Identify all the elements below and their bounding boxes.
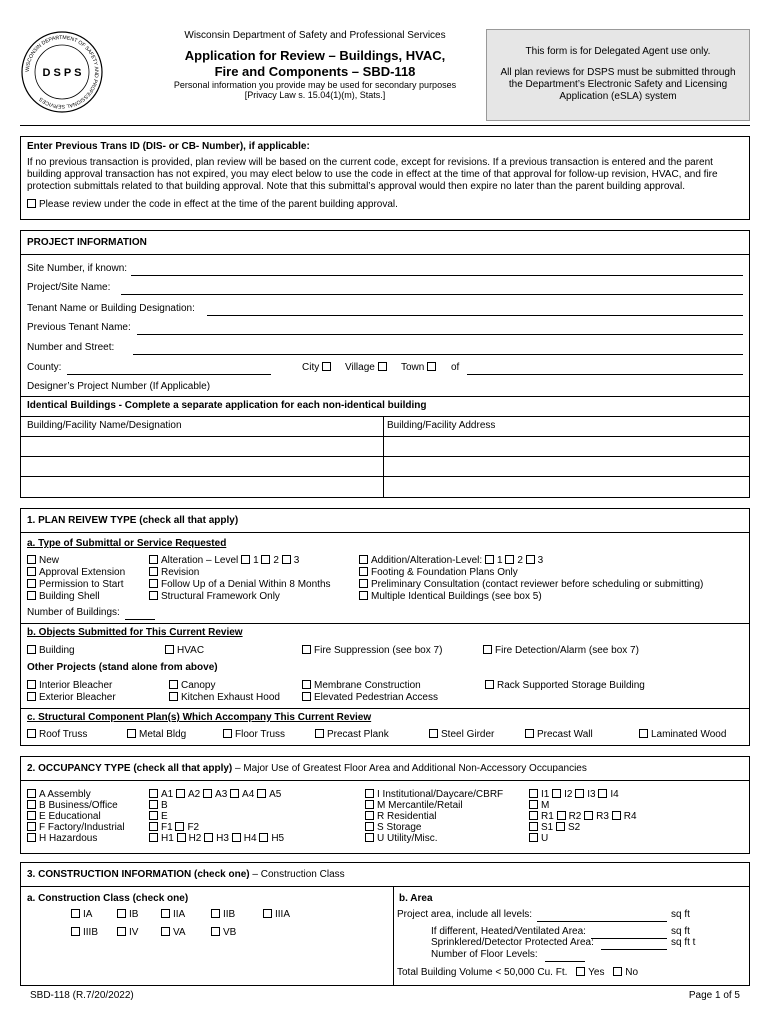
occ-h4-checkbox[interactable]: [232, 833, 241, 842]
occ-f2-label: F2: [187, 822, 200, 833]
svg-text:WISCONSIN DEPARTMENT OF SAFETY: WISCONSIN DEPARTMENT OF SAFETY AND PROFESSIONAL SERVICES: [24, 34, 100, 110]
laminated-wood-checkbox[interactable]: [639, 729, 648, 738]
occ-i4-checkbox[interactable]: [598, 789, 607, 798]
new-checkbox[interactable]: [27, 555, 36, 564]
exterior-bleacher-option[interactable]: [27, 692, 116, 704]
occ-f2-checkbox[interactable]: [175, 822, 184, 831]
hvac-checkbox[interactable]: [165, 645, 174, 654]
precast-plank-option[interactable]: [315, 729, 389, 741]
trans-para1: If no previous transaction is provided, plan review will be based on the current code, except for revisions. If a previous transaction is entered and the parent: [27, 157, 713, 168]
notice-line1: This form is for Delegated Agent use only.: [525, 46, 711, 57]
precast-plank-checkbox[interactable]: [315, 729, 324, 738]
class-va-option[interactable]: [161, 927, 186, 939]
project-name-field[interactable]: [121, 294, 743, 295]
plan-c-title-text: c. Structural Component Plan(s) Which Accompany This Current Review: [27, 712, 372, 723]
occ-a4-checkbox[interactable]: [230, 789, 239, 798]
permission-start-option[interactable]: [27, 579, 123, 591]
prelim-label: Preliminary Consultation (contact reviewer before scheduling or submitting): [371, 579, 704, 590]
steel-girder-checkbox[interactable]: [429, 729, 438, 738]
designer-label: Designer’s Project Number (If Applicable): [27, 381, 211, 392]
fire-suppression-option[interactable]: [302, 645, 442, 657]
form-id: SBD-118 (R.7/20/2022): [30, 990, 134, 1001]
multiple-option[interactable]: [359, 591, 542, 603]
floor-truss-option[interactable]: [223, 729, 285, 741]
occ-a2-label: A2: [188, 789, 201, 800]
class-vb-label: VB: [223, 927, 237, 938]
follow-up-option[interactable]: [149, 579, 331, 591]
roof-truss-label: Roof Truss: [39, 729, 88, 740]
street-field[interactable]: [133, 354, 743, 355]
occ-a4-label: A4: [242, 789, 255, 800]
occ-f1-checkbox[interactable]: [149, 822, 158, 831]
volume-no-checkbox[interactable]: [613, 967, 622, 976]
footing-label: Footing & Foundation Plans Only: [371, 567, 518, 578]
floor-truss-label: Floor Truss: [235, 729, 286, 740]
site-number-field[interactable]: [131, 275, 743, 276]
occ-storage-checkbox[interactable]: [365, 822, 374, 831]
county-label: County:: [27, 362, 62, 373]
exterior-bleacher-checkbox[interactable]: [27, 692, 36, 701]
notice-line4: Application (eSLA) system: [559, 91, 677, 102]
sprinklered-area-label: Sprinklered/Detector Protected Area:: [431, 937, 594, 948]
occ-i1-checkbox[interactable]: [529, 789, 538, 798]
metal-bldg-checkbox[interactable]: [127, 729, 136, 738]
occ-residential-checkbox[interactable]: [365, 811, 374, 820]
class-iia-option[interactable]: [161, 909, 185, 921]
area-title: b. Area: [399, 893, 433, 904]
occ-r4-label: R4: [623, 811, 637, 822]
occ-educational-label: E Educational: [39, 811, 101, 822]
metal-bldg-option[interactable]: [127, 729, 186, 741]
plan-c-title: [27, 712, 371, 724]
occ-institutional-checkbox[interactable]: [365, 789, 374, 798]
elevated-checkbox[interactable]: [302, 692, 311, 701]
structural-framework-checkbox[interactable]: [149, 591, 158, 600]
alt-level3-checkbox[interactable]: [282, 555, 291, 564]
project-info-section: [20, 230, 750, 498]
parent-code-label: Please review under the code in effect at the time of the parent building approval.: [39, 199, 398, 210]
svg-text:D S P S: D S P S: [42, 67, 82, 79]
alt-level3-label: 3: [293, 555, 300, 566]
prev-tenant-label: Previous Tenant Name:: [27, 322, 131, 333]
class-ia-label: IA: [83, 909, 93, 920]
identical-heading: Identical Buildings - Complete a separate application for each non-identical building: [27, 400, 427, 411]
volume-label: [397, 967, 638, 979]
approval-extension-label: Approval Extension: [39, 567, 126, 578]
interior-bleacher-checkbox[interactable]: [27, 680, 36, 689]
building-label: Building: [39, 645, 75, 656]
occ-hazardous-option[interactable]: [27, 833, 97, 845]
site-number-label: Site Number, if known:: [27, 263, 128, 274]
occupancy-heading: [27, 763, 587, 775]
laminated-wood-option[interactable]: [639, 729, 726, 741]
project-name-label: Project/Site Name:: [27, 282, 111, 293]
occupancy-heading-bold: 2. OCCUPANCY TYPE (check all that apply): [27, 763, 233, 774]
canopy-checkbox[interactable]: [169, 680, 178, 689]
construction-section: [20, 862, 750, 986]
county-field[interactable]: [67, 374, 271, 375]
volume-yes-checkbox[interactable]: [576, 967, 585, 976]
new-label: New: [39, 555, 60, 566]
building-shell-checkbox[interactable]: [27, 591, 36, 600]
occ-i3-label: I3: [587, 789, 596, 800]
heated-area-field[interactable]: [591, 938, 667, 939]
class-iiib-option[interactable]: [71, 927, 98, 939]
project-heading: PROJECT INFORMATION: [27, 237, 147, 248]
occ-h3-checkbox[interactable]: [204, 833, 213, 842]
follow-up-checkbox[interactable]: [149, 579, 158, 588]
class-iia-label: IIA: [173, 909, 186, 920]
occ-r3-checkbox[interactable]: [584, 811, 593, 820]
addition-label: Addition/Alteration-Level:: [371, 555, 483, 566]
tenant-field[interactable]: [207, 315, 743, 316]
occ-utility-option[interactable]: [365, 833, 438, 845]
village-option[interactable]: [345, 362, 390, 374]
occ-b-label: B: [161, 800, 168, 811]
roof-truss-option[interactable]: [27, 729, 87, 741]
occ-s1-checkbox[interactable]: [529, 822, 538, 831]
footing-option[interactable]: [359, 567, 518, 579]
occ-m-checkbox[interactable]: [529, 800, 538, 809]
form-title-line2: Fire and Components – SBD-118: [214, 64, 416, 79]
permission-start-label: Permission to Start: [39, 579, 124, 590]
notice-line3: the Department’s Electronic Safety and Licensing: [508, 79, 728, 90]
occ-mercantile-label: M Mercantile/Retail: [377, 800, 463, 811]
form-title-line1: Application for Review – Buildings, HVAC,: [184, 48, 446, 63]
interior-bleacher-label: Interior Bleacher: [39, 680, 113, 691]
street-label: Number and Street:: [27, 342, 115, 353]
trans-para2: building approval transaction has not expired, you may elect below to use the code in effect at the time of that approval for follow-up revision, HVAC, and fire: [27, 169, 718, 180]
class-iiia-label: IIIA: [275, 909, 291, 920]
building-shell-label: Building Shell: [39, 591, 100, 602]
occ-r1-checkbox[interactable]: [529, 811, 538, 820]
class-va-checkbox[interactable]: [161, 927, 170, 936]
prelim-option[interactable]: [359, 579, 703, 591]
occ-utility-label: U Utility/Misc.: [377, 833, 438, 844]
trans-para3: protection submittals related to that building approval. Note that this submittal’s approval would then expire no later than the parent building approval.: [27, 181, 685, 192]
occ-h1-checkbox[interactable]: [149, 833, 158, 842]
occ-a-subtypes: [149, 789, 281, 801]
volume-no-label: No: [625, 967, 639, 978]
project-area-field[interactable]: [537, 921, 667, 922]
permission-start-checkbox[interactable]: [27, 579, 36, 588]
privacy-line2: [Privacy Law s. 15.04(1)(m), Stats.]: [244, 90, 386, 100]
addition-checkbox[interactable]: [359, 555, 368, 564]
occ-assembly-label: A Assembly: [39, 789, 91, 800]
fire-suppression-checkbox[interactable]: [302, 645, 311, 654]
alt-level2-label: 2: [273, 555, 279, 566]
volume-yes-label: Yes: [588, 967, 605, 978]
occ-e-checkbox[interactable]: [149, 811, 158, 820]
class-ib-checkbox[interactable]: [117, 909, 126, 918]
new-option[interactable]: [27, 555, 59, 567]
add-level3-checkbox[interactable]: [526, 555, 535, 564]
class-iiia-checkbox[interactable]: [263, 909, 272, 918]
occ-a1-checkbox[interactable]: [149, 789, 158, 798]
revision-checkbox[interactable]: [149, 567, 158, 576]
approval-extension-option[interactable]: [27, 567, 125, 579]
prelim-checkbox[interactable]: [359, 579, 368, 588]
occ-storage-label: S Storage: [377, 822, 422, 833]
add-level1-label: 1: [496, 555, 503, 566]
plan-review-section: [20, 508, 750, 746]
project-area-unit: sq ft: [671, 909, 690, 920]
occ-a1-label: A1: [161, 789, 174, 800]
class-iv-option[interactable]: [117, 927, 138, 939]
occ-f1-label: F1: [161, 822, 173, 833]
occ-a5-label: A5: [269, 789, 282, 800]
plan-a-title: [27, 538, 226, 550]
occ-a2-checkbox[interactable]: [176, 789, 185, 798]
town-checkbox[interactable]: [427, 362, 436, 371]
class-iib-checkbox[interactable]: [211, 909, 220, 918]
class-vb-option[interactable]: [211, 927, 236, 939]
alt-level2-checkbox[interactable]: [261, 555, 270, 564]
occ-mercantile-checkbox[interactable]: [365, 800, 374, 809]
occ-r1-label: R1: [541, 811, 554, 822]
building-shell-option[interactable]: [27, 591, 100, 603]
occ-s1-label: S1: [541, 822, 554, 833]
occ-r2-label: R2: [568, 811, 582, 822]
occ-utility-checkbox[interactable]: [365, 833, 374, 842]
col-building-address: Building/Facility Address: [387, 420, 496, 431]
floors-field[interactable]: [545, 961, 585, 962]
rack-checkbox[interactable]: [485, 680, 494, 689]
city-option[interactable]: [302, 362, 334, 374]
class-iiib-label: IIIB: [83, 927, 99, 938]
agency-name: Wisconsin Department of Safety and Professional Services: [184, 30, 446, 41]
occ-business-label: B Business/Office: [39, 800, 118, 811]
notice-line2: All plan reviews for DSPS must be submitted through: [500, 67, 736, 78]
town-label: Town: [401, 362, 425, 373]
occ-i3-checkbox[interactable]: [575, 789, 584, 798]
follow-up-label: Follow Up of a Denial Within 8 Months: [161, 579, 331, 590]
membrane-checkbox[interactable]: [302, 680, 311, 689]
multiple-checkbox[interactable]: [359, 591, 368, 600]
num-buildings-field[interactable]: [125, 619, 155, 620]
precast-wall-option[interactable]: [525, 729, 593, 741]
occ-residential-label: R Residential: [377, 811, 437, 822]
alteration-label: Alteration – Level: [161, 555, 239, 566]
project-area-label: Project area, include all levels:: [397, 909, 533, 920]
hvac-option[interactable]: [165, 645, 204, 657]
structural-framework-option[interactable]: [149, 591, 280, 603]
precast-plank-label: Precast Plank: [327, 729, 389, 740]
class-iv-checkbox[interactable]: [117, 927, 126, 936]
num-buildings-label: Number of Buildings:: [27, 607, 120, 618]
revision-option[interactable]: [149, 567, 199, 579]
footing-checkbox[interactable]: [359, 567, 368, 576]
tenant-label: Tenant Name or Building Designation:: [27, 303, 195, 314]
add-level2-checkbox[interactable]: [505, 555, 514, 564]
occ-factory-checkbox[interactable]: [27, 822, 36, 831]
occ-h2-checkbox[interactable]: [177, 833, 186, 842]
occ-hazardous-checkbox[interactable]: [27, 833, 36, 842]
plan-b-title: [27, 627, 243, 639]
city-label: City: [302, 362, 320, 373]
class-iia-checkbox[interactable]: [161, 909, 170, 918]
metal-bldg-label: Metal Bldg: [139, 729, 187, 740]
building-checkbox[interactable]: [27, 645, 36, 654]
fire-detection-checkbox[interactable]: [483, 645, 492, 654]
steel-girder-option[interactable]: [429, 729, 494, 741]
occ-hazardous-label: H Hazardous: [39, 833, 98, 844]
heated-area-label: If different, Heated/Ventilated Area:: [431, 926, 586, 937]
delegated-agent-notice: [486, 29, 750, 121]
precast-wall-checkbox[interactable]: [525, 729, 534, 738]
prev-tenant-field[interactable]: [137, 334, 743, 335]
alt-level1-checkbox[interactable]: [241, 555, 250, 564]
add-level1-checkbox[interactable]: [485, 555, 494, 564]
roof-truss-checkbox[interactable]: [27, 729, 36, 738]
town-option[interactable]: [401, 362, 439, 374]
occ-factory-label: F Factory/Industrial: [39, 822, 125, 833]
heated-area-unit: sq ft: [671, 926, 690, 937]
occ-h4-label: H4: [243, 833, 257, 844]
floor-truss-checkbox[interactable]: [223, 729, 232, 738]
city-checkbox[interactable]: [322, 362, 331, 371]
occ-h1-label: H1: [161, 833, 174, 844]
occ-i4-label: I4: [610, 789, 619, 800]
municipality-field[interactable]: [467, 374, 743, 375]
rack-option[interactable]: [485, 680, 645, 692]
floors-label: Number of Floor Levels:: [431, 949, 538, 960]
occ-h-subtypes: [149, 833, 284, 845]
village-checkbox[interactable]: [378, 362, 387, 371]
occ-a3-checkbox[interactable]: [203, 789, 212, 798]
kitchen-hood-option[interactable]: [169, 692, 280, 704]
class-iib-option[interactable]: [211, 909, 235, 921]
plan-heading: 1. PLAN REIVEW TYPE (check all that apply): [27, 515, 239, 526]
membrane-label: Membrane Construction: [314, 680, 421, 691]
occ-e-label: E: [161, 811, 168, 822]
approval-extension-checkbox[interactable]: [27, 567, 36, 576]
occ-business-checkbox[interactable]: [27, 800, 36, 809]
construction-heading-rest: – Construction Class: [249, 869, 345, 880]
parent-code-checkbox[interactable]: [27, 199, 36, 208]
of-label: of: [451, 362, 460, 373]
structural-framework-label: Structural Framework Only: [161, 591, 280, 602]
class-ia-checkbox[interactable]: [71, 909, 80, 918]
class-vb-checkbox[interactable]: [211, 927, 220, 936]
multiple-label: Multiple Identical Buildings (see box 5): [371, 591, 542, 602]
construction-heading-bold: 3. CONSTRUCTION INFORMATION (check one): [27, 869, 250, 880]
occ-i2-label: I2: [564, 789, 573, 800]
fire-suppression-label: Fire Suppression (see box 7): [314, 645, 443, 656]
add-level3-label: 3: [537, 555, 544, 566]
steel-girder-label: Steel Girder: [441, 729, 495, 740]
laminated-wood-label: Laminated Wood: [651, 729, 727, 740]
fire-detection-option[interactable]: [483, 645, 639, 657]
class-va-label: VA: [173, 927, 186, 938]
occ-a5-checkbox[interactable]: [257, 789, 266, 798]
privacy-line1: Personal information you provide may be used for secondary purposes: [173, 80, 457, 90]
add-level2-label: 2: [517, 555, 523, 566]
col-building-name: Building/Facility Name/Designation: [27, 420, 182, 431]
occ-r3-label: R3: [596, 811, 609, 822]
occ-h5-label: H5: [271, 833, 285, 844]
class-iiib-checkbox[interactable]: [71, 927, 80, 936]
occ-h5-checkbox[interactable]: [259, 833, 268, 842]
class-ib-option[interactable]: [117, 909, 138, 921]
occ-a3-label: A3: [215, 789, 228, 800]
occ-u-checkbox[interactable]: [529, 833, 538, 842]
dsps-seal-logo: [20, 30, 104, 114]
page-number: Page 1 of 5: [688, 990, 740, 1001]
class-iiia-option[interactable]: [263, 909, 290, 921]
occ-r2-checkbox[interactable]: [557, 811, 566, 820]
elevated-option[interactable]: [302, 692, 438, 704]
occ-i2-checkbox[interactable]: [552, 789, 561, 798]
alteration-checkbox[interactable]: [149, 555, 158, 564]
volume-text: Total Building Volume < 50,000 Cu. Ft.: [397, 967, 568, 978]
building-option[interactable]: [27, 645, 75, 657]
occupancy-section: [20, 756, 750, 854]
construction-a-title: a. Construction Class (check one): [27, 893, 189, 904]
occ-r4-checkbox[interactable]: [612, 811, 621, 820]
class-ia-option[interactable]: [71, 909, 92, 921]
class-iib-label: IIB: [223, 909, 236, 920]
class-ib-label: IB: [129, 909, 139, 920]
occ-h3-label: H3: [216, 833, 229, 844]
alt-level1-label: 1: [253, 555, 259, 566]
sprinklered-area-unit: sq ft t: [671, 937, 696, 948]
revision-label: Revision: [161, 567, 200, 578]
class-iv-label: IV: [129, 927, 139, 938]
canopy-option[interactable]: [169, 680, 215, 692]
occ-s2-label: S2: [568, 822, 581, 833]
occ-s2-checkbox[interactable]: [556, 822, 565, 831]
elevated-label: Elevated Pedestrian Access: [314, 692, 438, 703]
interior-bleacher-option[interactable]: [27, 680, 112, 692]
occupancy-heading-rest: – Major Use of Greatest Floor Area and Additional Non-Accessory Occupancies: [232, 763, 587, 774]
trans-id-section: [20, 136, 750, 220]
occ-institutional-label: I Institutional/Daycare/CBRF: [377, 789, 504, 800]
plan-b-title-text: b. Objects Submitted for This Current Review: [27, 627, 243, 638]
trans-id-heading: Enter Previous Trans ID (DIS- or CB- Number), if applicable:: [27, 141, 310, 152]
precast-wall-label: Precast Wall: [537, 729, 593, 740]
occ-h2-label: H2: [188, 833, 202, 844]
occ-educational-checkbox[interactable]: [27, 811, 36, 820]
kitchen-hood-label: Kitchen Exhaust Hood: [181, 692, 280, 703]
fire-detection-label: Fire Detection/Alarm (see box 7): [495, 645, 639, 656]
kitchen-hood-checkbox[interactable]: [169, 692, 178, 701]
addition-option[interactable]: [359, 555, 543, 567]
occ-m-label: M: [541, 800, 550, 811]
plan-a-title-text: a. Type of Submittal or Service Requested: [27, 538, 227, 549]
parent-code-option[interactable]: [27, 199, 398, 211]
canopy-label: Canopy: [181, 680, 216, 691]
occ-b-checkbox[interactable]: [149, 800, 158, 809]
other-projects-title: Other Projects (stand alone from above): [27, 662, 218, 673]
occ-i1-label: I1: [541, 789, 550, 800]
village-label: Village: [345, 362, 375, 373]
hvac-label: HVAC: [177, 645, 205, 656]
exterior-bleacher-label: Exterior Bleacher: [39, 692, 116, 703]
occ-assembly-checkbox[interactable]: [27, 789, 36, 798]
alteration-option[interactable]: [149, 555, 299, 567]
occ-u-label: U: [541, 833, 549, 844]
membrane-option[interactable]: [302, 680, 421, 692]
occ-u-subtypes: [529, 833, 548, 845]
rack-label: Rack Supported Storage Building: [497, 680, 645, 691]
construction-heading: [27, 869, 345, 881]
sprinklered-area-field[interactable]: [601, 949, 667, 950]
